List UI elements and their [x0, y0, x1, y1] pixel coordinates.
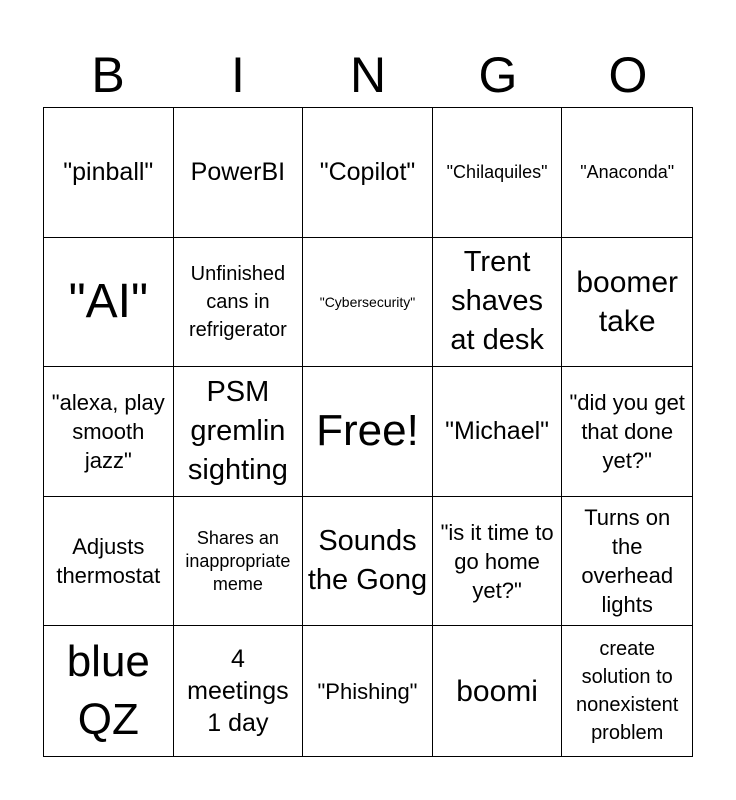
bingo-cell[interactable]	[433, 238, 563, 368]
bingo-cell-text: "did you get that done yet?"	[569, 389, 685, 473]
bingo-cell[interactable]	[433, 367, 563, 497]
header-letter-n: N	[349, 47, 387, 103]
bingo-header	[43, 45, 693, 105]
bingo-cell-text: boomer take	[576, 265, 679, 338]
bingo-cell[interactable]	[562, 367, 692, 497]
bingo-cell[interactable]	[174, 626, 304, 756]
bingo-cell-text: PSM gremlin sighting	[187, 375, 288, 486]
bingo-cell[interactable]	[433, 626, 563, 756]
bingo-card-grid	[43, 107, 693, 757]
bingo-cell[interactable]	[174, 108, 304, 238]
bingo-cell[interactable]	[44, 497, 174, 627]
bingo-cell-text: create solution to nonexistent problem	[576, 638, 679, 745]
bingo-cell-text: "Cybersecurity"	[319, 293, 416, 310]
bingo-cell[interactable]	[433, 108, 563, 238]
free-space-cell[interactable]	[303, 367, 433, 497]
bingo-cell-text: "AI"	[68, 274, 149, 328]
bingo-cell-text: "pinball"	[63, 158, 154, 187]
bingo-cell[interactable]	[433, 497, 563, 627]
bingo-cell[interactable]	[303, 497, 433, 627]
bingo-cell[interactable]	[44, 626, 174, 756]
bingo-cell-text: Adjusts thermostat	[56, 534, 161, 589]
bingo-cell-text: blue QZ	[66, 637, 150, 745]
bingo-cell-text: 4 meetings 1 day	[187, 645, 289, 738]
bingo-cell[interactable]	[562, 497, 692, 627]
bingo-cell-text: Unfinished cans in refrigerator	[188, 262, 287, 341]
bingo-cell-text: Shares an inappropriate meme	[185, 527, 291, 594]
header-letter-o: O	[608, 47, 648, 103]
bingo-cell-text: "Michael"	[445, 417, 550, 446]
bingo-cell-text: "is it time to go home yet?"	[440, 519, 554, 603]
bingo-cell-text: Turns on the overhead lights	[581, 505, 674, 618]
bingo-cell[interactable]	[303, 108, 433, 238]
bingo-cell-text: PowerBI	[190, 158, 286, 187]
header-letter-i: I	[231, 47, 245, 103]
bingo-cell[interactable]	[174, 238, 304, 368]
bingo-cell[interactable]	[562, 238, 692, 368]
header-letter-g: G	[478, 47, 518, 103]
header-letter-b: B	[91, 47, 125, 103]
bingo-cell-text: "alexa, play smooth jazz"	[51, 389, 165, 473]
bingo-cell[interactable]	[562, 108, 692, 238]
bingo-cell[interactable]	[303, 626, 433, 756]
bingo-cell-text: Trent shaves at desk	[450, 246, 544, 357]
bingo-cell[interactable]	[44, 238, 174, 368]
bingo-cell-text: Free!	[316, 406, 419, 456]
bingo-cell-text: Sounds the Gong	[307, 525, 428, 597]
bingo-cell-text: "Anaconda"	[580, 161, 675, 182]
bingo-cell[interactable]	[303, 238, 433, 368]
bingo-cell[interactable]	[44, 367, 174, 497]
bingo-cell[interactable]	[562, 626, 692, 756]
bingo-cell-text: boomi	[456, 674, 538, 708]
bingo-cell[interactable]	[174, 497, 304, 627]
bingo-cell-text: "Chilaquiles"	[446, 161, 548, 182]
bingo-cell-text: "Copilot"	[319, 158, 416, 187]
bingo-cell-text: "Phishing"	[317, 678, 418, 704]
bingo-cell[interactable]	[44, 108, 174, 238]
bingo-cell[interactable]	[174, 367, 304, 497]
